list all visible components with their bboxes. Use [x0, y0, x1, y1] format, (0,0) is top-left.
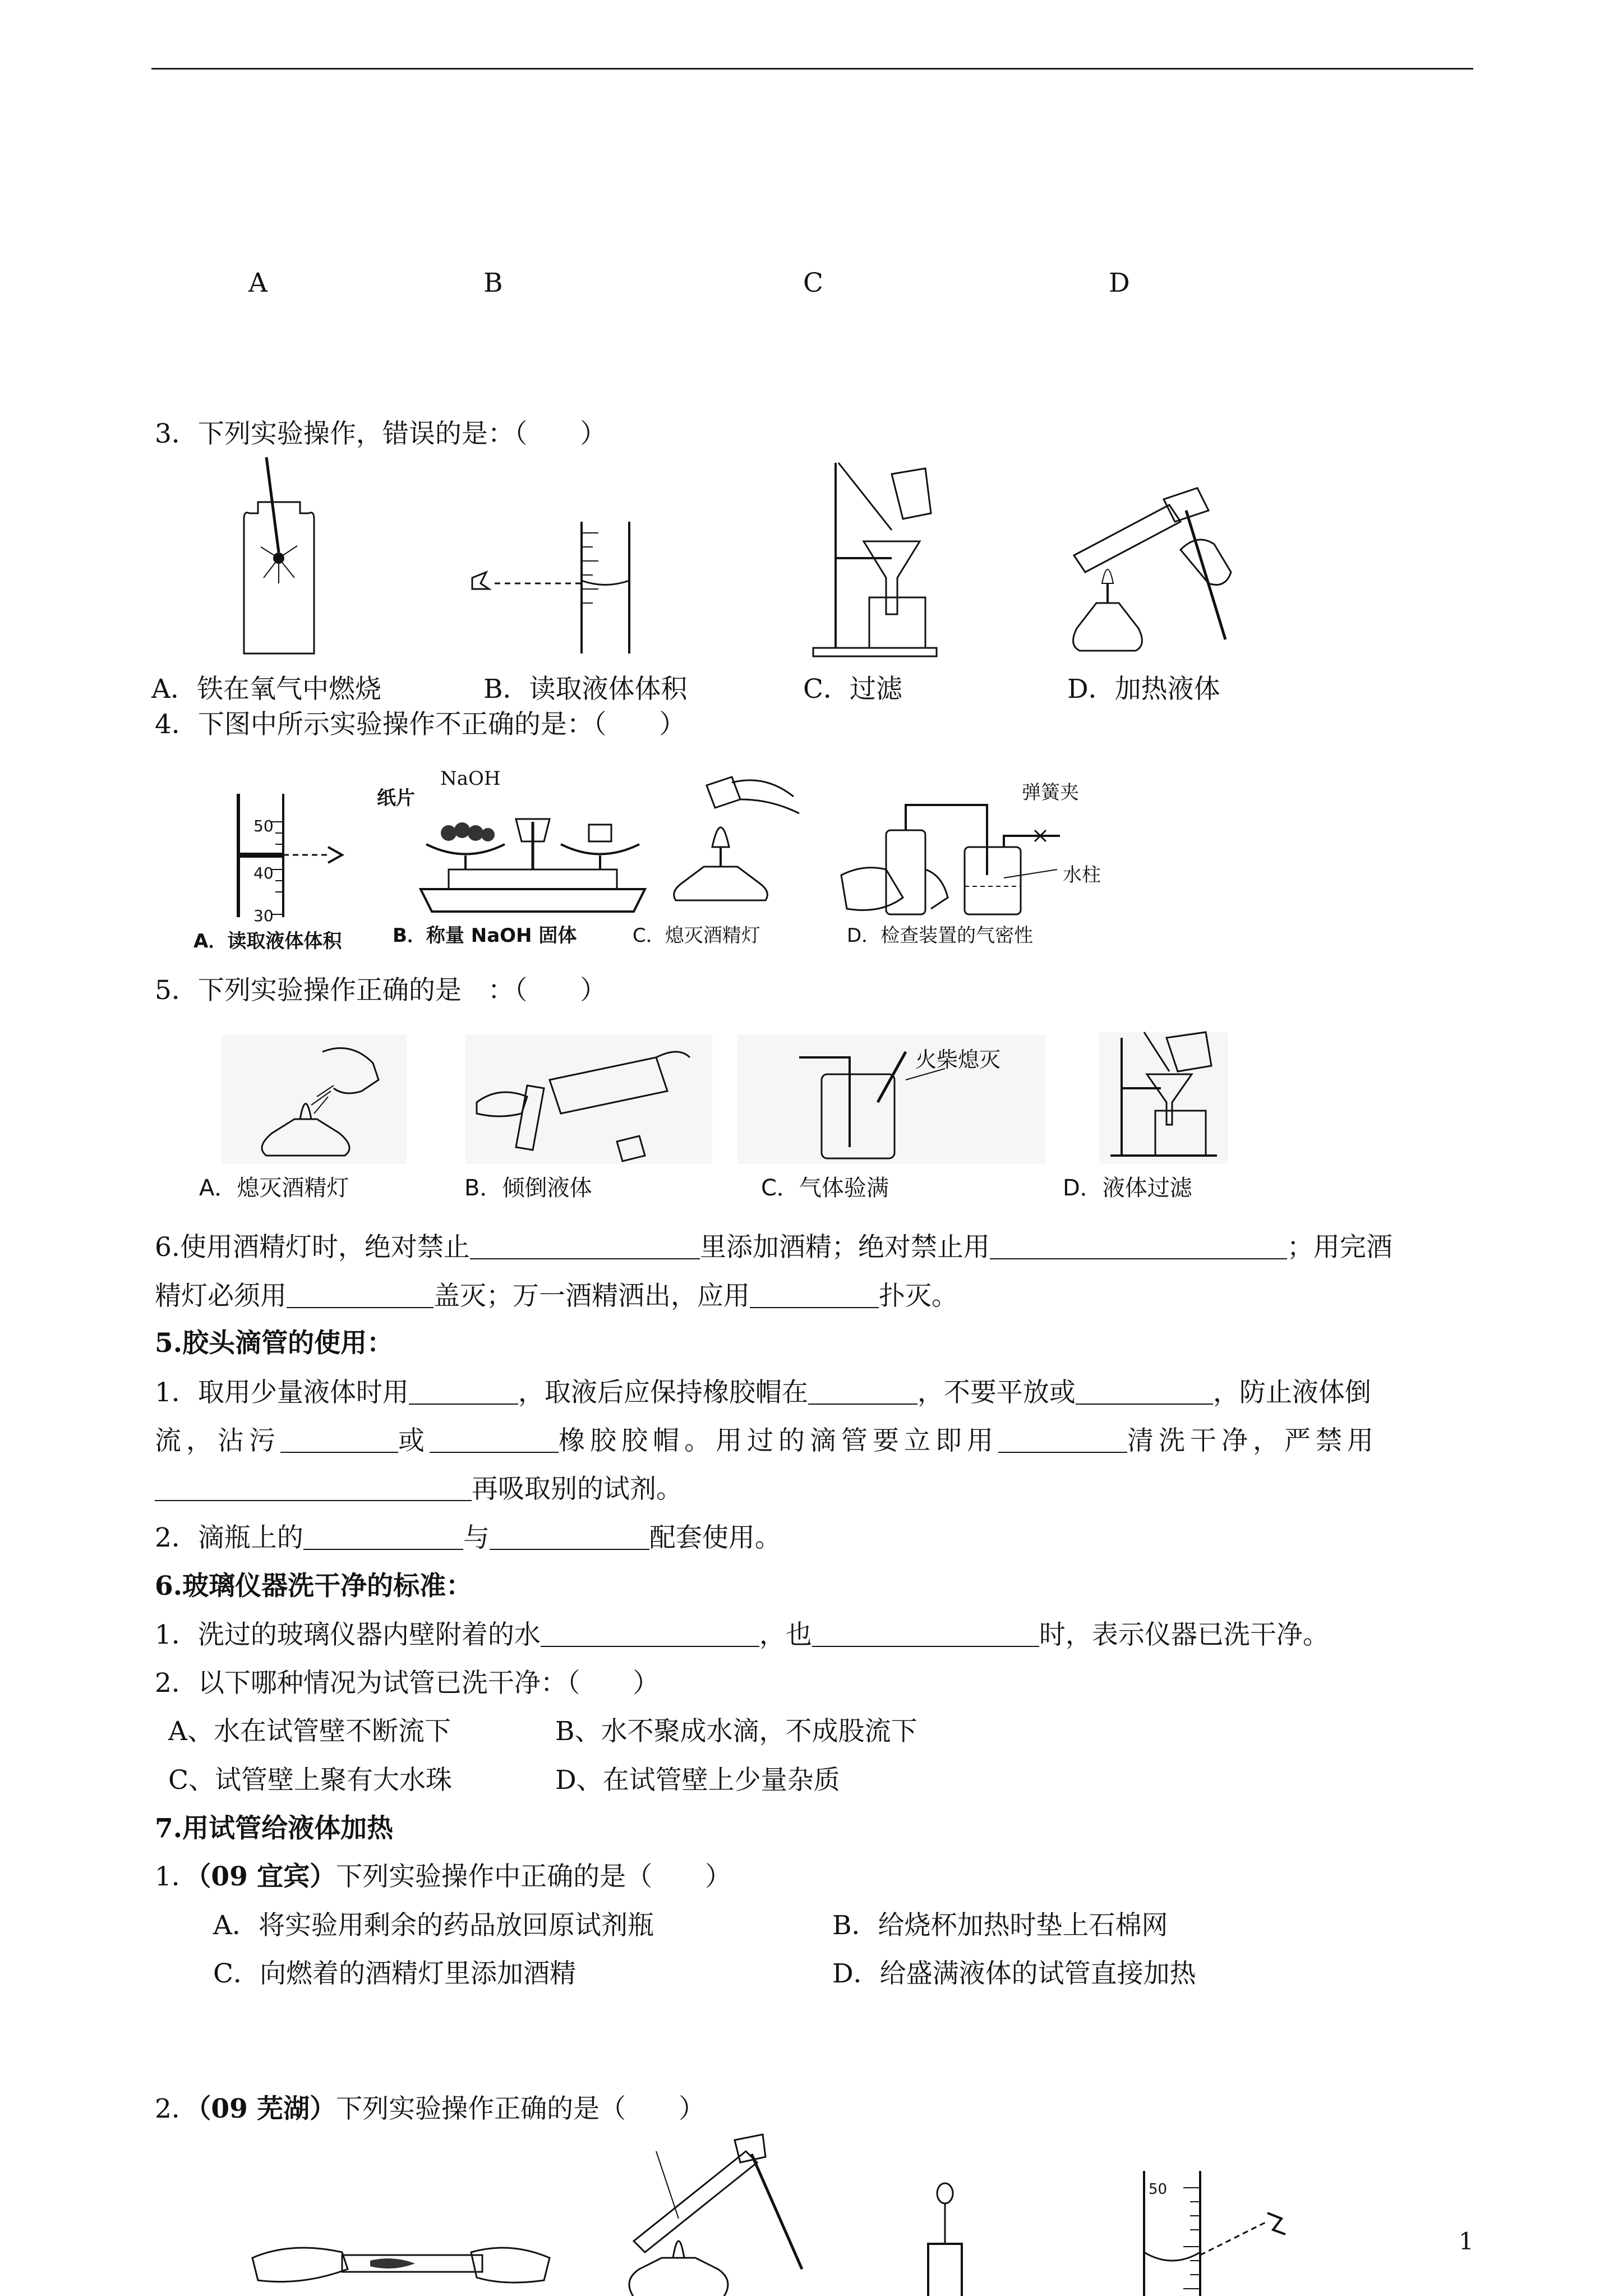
- section-6-title: 6.玻璃仪器洗干净的标准：: [155, 1571, 473, 1602]
- sec7-q2-source: （09 芜湖）: [197, 2093, 336, 2124]
- sec5-text-1c: ，不要平放或: [917, 1377, 1076, 1408]
- sec5-blank-3[interactable]: [1076, 1381, 1213, 1405]
- sec6-option-a: A、水在试管壁不断流下: [168, 1716, 451, 1747]
- q6-line2: [155, 1281, 958, 1312]
- q4-label-clip: 弹簧夹: [1022, 781, 1079, 804]
- q3-caption-d: D．加热液体: [1067, 674, 1220, 705]
- sec7-q1-number: 1．: [155, 1861, 198, 1892]
- sec5-text-1b: ，取液后应保持橡胶帽在: [518, 1377, 808, 1408]
- page-number: 1: [1459, 2228, 1474, 2255]
- q5-stem: 5．下列实验操作正确的是 ：（ ）: [155, 975, 607, 1006]
- sec5-blank-4[interactable]: [280, 1429, 398, 1453]
- q3-figure-b-read-cylinder: [461, 516, 640, 656]
- q4-stem: 4．下图中所示实验操作不正确的是：（ ）: [155, 709, 686, 740]
- sec5-line2: [155, 1425, 1378, 1457]
- sec5-line4: [155, 1522, 781, 1554]
- sec7-q2-figure-a-hands-tube: [247, 2224, 561, 2296]
- sec5-blank-7[interactable]: [155, 1478, 472, 1501]
- section-7-title: 7.用试管给液体加热: [155, 1813, 394, 1844]
- sec7-q2-number: 2．: [155, 2093, 198, 2124]
- q6-blank-1[interactable]: [470, 1236, 700, 1259]
- sec7-q2-text: 下列实验操作正确的是（ ）: [336, 2093, 706, 2124]
- sec7-q1-option-b: B．给烧杯加热时垫上石棉网: [832, 1910, 1168, 1941]
- sec6-text-1b: ，也: [759, 1619, 812, 1650]
- option-letter-b: B: [483, 268, 503, 298]
- sec6-option-b: B、水不聚成水滴，不成股流下: [555, 1716, 917, 1747]
- q4-scale-40: 40: [253, 864, 274, 882]
- sec5-text-4b: 与: [463, 1522, 490, 1553]
- q6-text-6: 扑灭。: [879, 1281, 958, 1312]
- sec7-question-2: [155, 2093, 705, 2125]
- q3-caption-a: A．铁在氧气中燃烧: [151, 674, 381, 705]
- q6-text-4: 精灯必须用: [155, 1281, 287, 1312]
- sec5-text-2a: 流，沾污: [155, 1425, 280, 1456]
- q6-blank-3[interactable]: [287, 1285, 434, 1308]
- q4-scale-30: 30: [253, 907, 274, 925]
- sec5-line3: [155, 1474, 683, 1505]
- sec5-text-2d: 清洗干净，严禁用: [1127, 1425, 1378, 1456]
- sec5-line1: [155, 1377, 1371, 1409]
- q4-scale-50: 50: [253, 817, 274, 835]
- sec5-text-2c: 橡胶胶帽。用过的滴管要立即用: [559, 1425, 998, 1456]
- q4-caption-d: D．检查装置的气密性: [847, 924, 1034, 947]
- sec7-q2-figure-c-dropper: [920, 2182, 970, 2296]
- sec7-question-1: [155, 1861, 731, 1893]
- sec7-q2-figure-b-heat-tube: [611, 2129, 813, 2296]
- sec7-q1-option-a: A．将实验用剩余的药品放回原试剂瓶: [213, 1910, 654, 1941]
- q6-text-3: ；用完酒: [1287, 1232, 1393, 1263]
- sec6-text-1c: 时，表示仪器已洗干净。: [1039, 1619, 1329, 1650]
- q4-label-naoh: NaOH: [440, 767, 501, 790]
- sec5-blank-5[interactable]: [430, 1429, 559, 1453]
- q3-figure-c-filtration: [808, 457, 942, 659]
- q5-caption-b: B．倾倒液体: [464, 1175, 592, 1201]
- header-rule: [151, 68, 1473, 70]
- option-letter-a: A: [248, 268, 268, 298]
- sec5-blank-6[interactable]: [998, 1429, 1127, 1453]
- sec6-option-d: D、在试管壁上少量杂质: [555, 1765, 840, 1796]
- sec5-text-2b: 或: [398, 1425, 430, 1456]
- q3-stem: 3．下列实验操作，错误的是：（ ）: [155, 418, 607, 449]
- sec5-text-1a: 1．取用少量液体时用: [155, 1377, 409, 1408]
- sec7-q1-option-c: C．向燃着的酒精灯里添加酒精: [213, 1958, 576, 1989]
- sec7-scale-50: 50: [1149, 2181, 1168, 2198]
- option-letter-d: D: [1109, 268, 1130, 298]
- q5-figure-b-pour-liquid: [465, 1035, 712, 1164]
- q6-blank-2[interactable]: [990, 1236, 1287, 1259]
- sec6-option-c: C、试管壁上聚有大水珠: [168, 1765, 452, 1796]
- q3-caption-c: C．过滤: [803, 674, 902, 705]
- sec6-blank-1[interactable]: [541, 1623, 759, 1647]
- q4-caption-b: B．称量 NaOH 固体: [393, 924, 577, 947]
- q4-label-water: 水柱: [1063, 864, 1101, 886]
- sec5-blank-1[interactable]: [409, 1381, 518, 1405]
- q6-text-2: 里添加酒精；绝对禁止用: [699, 1232, 990, 1263]
- sec6-line1: [155, 1619, 1329, 1651]
- q4-caption-a: A．读取液体体积: [193, 930, 342, 953]
- q6-text-1: 6.使用酒精灯时，绝对禁止: [155, 1232, 470, 1263]
- sec7-q1-option-d: D．给盛满液体的试管直接加热: [832, 1958, 1196, 1989]
- q5-caption-d: D．液体过滤: [1063, 1175, 1192, 1201]
- q3-figure-d-heat-liquid: [1063, 488, 1253, 656]
- sec6-blank-2[interactable]: [812, 1623, 1039, 1647]
- sec6-text-1a: 1．洗过的玻璃仪器内壁附着的水: [155, 1619, 541, 1650]
- q4-figure-a-cylinder: [227, 791, 362, 920]
- sec5-blank-8[interactable]: [303, 1526, 463, 1550]
- q4-label-paper: 纸片: [377, 787, 415, 809]
- q4-caption-c: C．熄灭酒精灯: [633, 924, 760, 947]
- q4-figure-b-balance: [404, 791, 662, 917]
- sec5-text-4c: 配套使用。: [649, 1522, 781, 1553]
- sec5-text-1d: ，防止液体倒: [1212, 1377, 1371, 1408]
- q6-line1: [155, 1232, 1393, 1263]
- sec5-text-4a: 2．滴瓶上的: [155, 1522, 303, 1553]
- sec7-q1-source: （09 宜宾）: [197, 1861, 336, 1892]
- q3-caption-b: B．读取液体体积: [483, 674, 688, 705]
- sec7-q1-text: 下列实验操作中正确的是（ ）: [336, 1861, 732, 1892]
- q6-blank-4[interactable]: [750, 1285, 879, 1308]
- q5-caption-c: C．气体验满: [761, 1175, 889, 1201]
- option-letter-c: C: [803, 268, 823, 298]
- sec6-question-2: 2．以下哪种情况为试管已洗干净：（ ）: [155, 1668, 660, 1699]
- sec5-blank-9[interactable]: [490, 1526, 649, 1550]
- q5-figure-d-filtration: [1099, 1027, 1228, 1164]
- q3-figure-a-iron-burning: [227, 457, 322, 659]
- sec5-blank-2[interactable]: [808, 1381, 917, 1405]
- section-5-title: 5.胶头滴管的使用：: [155, 1328, 394, 1359]
- q4-figure-c-extinguish: [665, 774, 810, 914]
- q5-figure-a-blow-lamp: [222, 1035, 407, 1164]
- q5-match-label: 火柴熄灭: [915, 1047, 1001, 1072]
- sec5-text-3: 再吸取别的试剂。: [472, 1474, 683, 1504]
- q5-caption-a: A．熄灭酒精灯: [199, 1175, 349, 1201]
- q6-text-5: 盖灭；万一酒精洒出，应用: [434, 1281, 750, 1312]
